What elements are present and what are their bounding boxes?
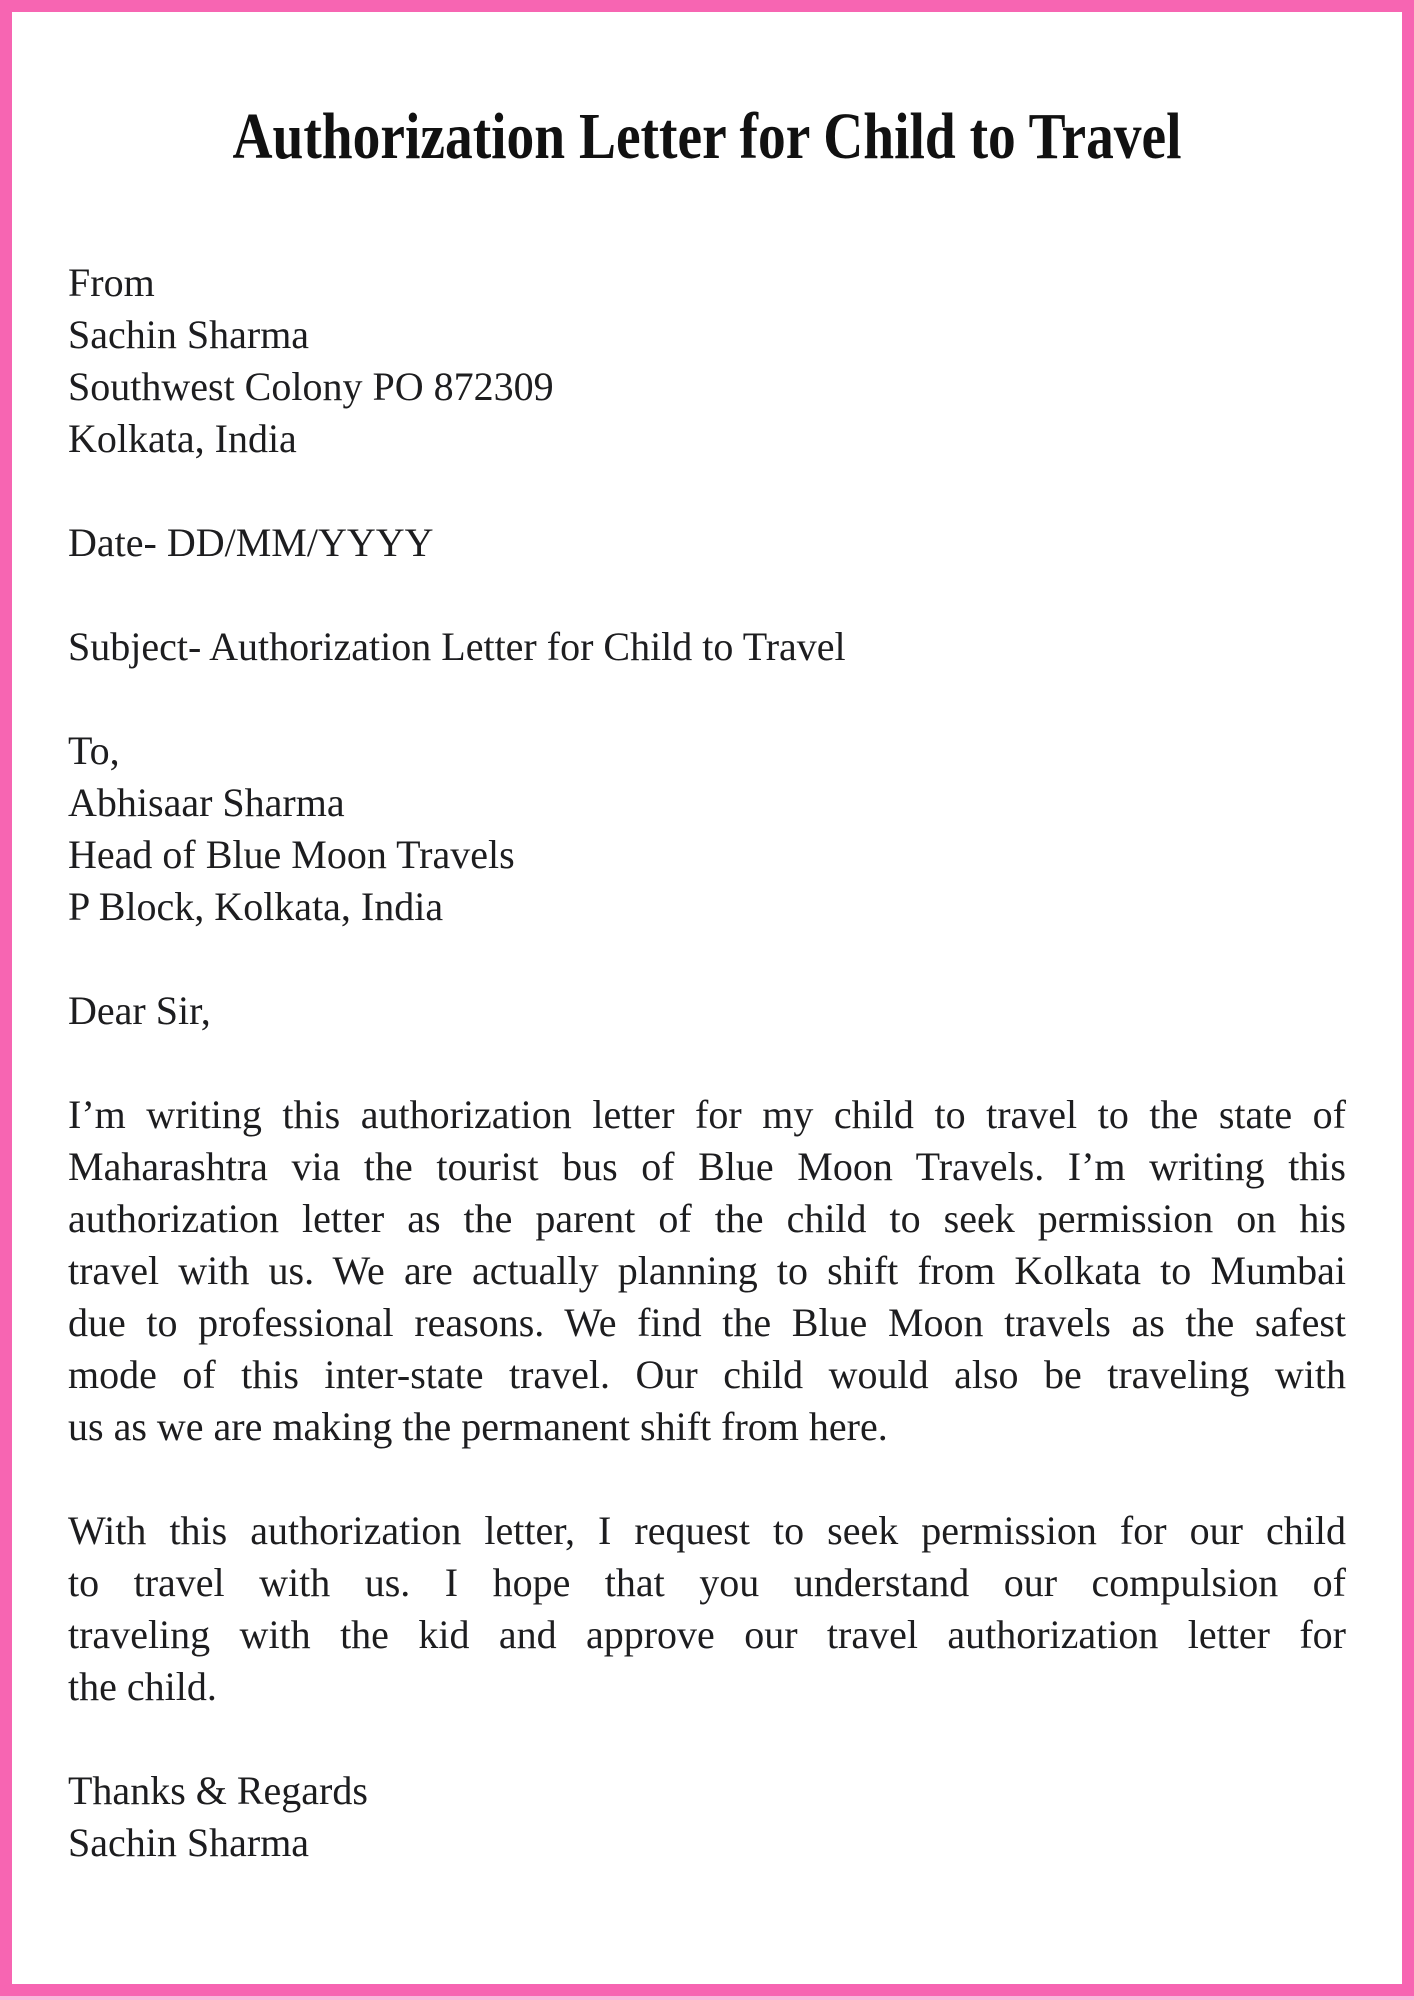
text-line: With this authorization letter, I request to seek permission for our child [68, 1508, 1346, 1553]
subject-block [68, 621, 1346, 673]
letter-page [12, 12, 1402, 1984]
text-line: travel with us. We are actually planning to shift from Kolkata to Mumbai [68, 1248, 1346, 1293]
text-line: I’m writing this authorization letter for my child to travel to the state of [68, 1092, 1346, 1137]
recipient-block [68, 725, 1346, 933]
text-line: Sachin Sharma [68, 1820, 310, 1865]
text-line: due to professional reasons. We find the Blue Moon travels as the safest [68, 1300, 1346, 1345]
text-line: to travel with us. I hope that you understand our compulsion of [68, 1560, 1346, 1605]
salutation-block [68, 985, 1346, 1037]
subject-line: Subject- Authorization Letter for Child to Travel [68, 624, 846, 669]
body-paragraph-2 [68, 1505, 1346, 1713]
sender-address [68, 309, 1346, 465]
recipient-address [68, 777, 1346, 933]
text-line: Head of Blue Moon Travels [68, 832, 515, 877]
body-paragraph-1 [68, 1089, 1346, 1453]
date-line: Date- DD/MM/YYYY [68, 520, 434, 565]
text-line: Sachin Sharma [68, 312, 310, 357]
sender-block [68, 257, 1346, 465]
sender-label: From [68, 260, 155, 305]
text-line: P Block, Kolkata, India [68, 884, 444, 929]
closing-block [68, 1765, 1346, 1869]
bottom-edge-highlight [0, 1996, 1414, 2000]
text-line: us as we are making the permanent shift from here. [68, 1404, 888, 1449]
text-line: mode of this inter-state travel. Our child would also be traveling with [68, 1352, 1346, 1397]
salutation: Dear Sir, [68, 988, 211, 1033]
letter-title: Authorization Letter for Child to Travel [232, 100, 1182, 173]
text-line: authorization letter as the parent of the child to seek permission on his [68, 1196, 1346, 1241]
date-block [68, 517, 1346, 569]
recipient-label: To, [68, 728, 120, 773]
text-line: Kolkata, India [68, 416, 297, 461]
text-line: Southwest Colony PO 872309 [68, 364, 554, 409]
text-line: Abhisaar Sharma [68, 780, 345, 825]
text-line: traveling with the kid and approve our travel authorization letter for [68, 1612, 1346, 1657]
text-line: Thanks & Regards [68, 1768, 368, 1813]
text-line: the child. [68, 1664, 217, 1709]
text-line: Maharashtra via the tourist bus of Blue Moon Travels. I’m writing this [68, 1144, 1346, 1189]
